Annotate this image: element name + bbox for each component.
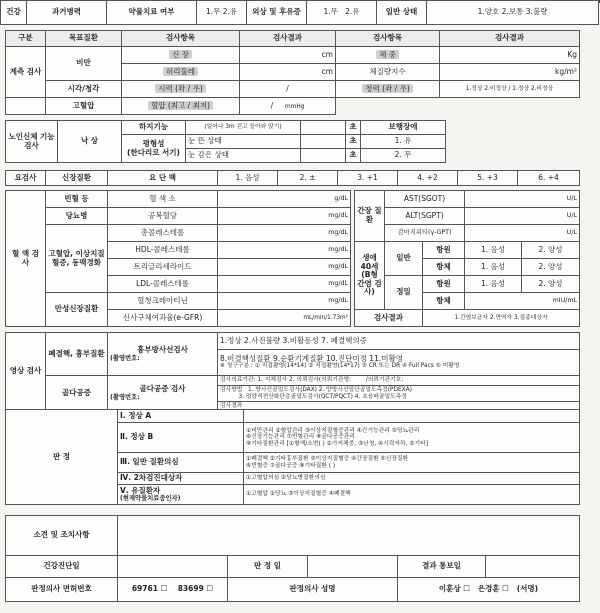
ast-field[interactable]: U/L <box>465 191 580 208</box>
blood-section: 혈 액 검 사 <box>6 191 46 327</box>
precise-antigen-label: 항원 <box>423 276 465 293</box>
bp-label: 혈압 (최고 / 최저) <box>148 101 213 110</box>
judge-date-label: 판 정 일 <box>228 556 308 578</box>
measurement-table <box>5 30 580 115</box>
creatinine-field[interactable]: mg/dL <box>218 293 351 310</box>
judge-date-field[interactable] <box>308 556 398 578</box>
creatinine-label: 혈청크레아티닌 <box>108 293 218 310</box>
fbs-label: 공복혈당 <box>108 208 218 225</box>
trauma-options[interactable]: 1.무 2.유 <box>307 1 377 25</box>
elderly-section: 노인신체 기능검사 <box>6 121 58 163</box>
doctor-name-options[interactable]: 이훈상 ☐ 은경훈 ☐ (서명) <box>398 578 580 602</box>
header-category: 구분 <box>6 31 46 47</box>
urine-table <box>5 170 580 186</box>
footer-table <box>5 515 580 602</box>
general-status-label: 일반 상태 <box>377 1 427 25</box>
disease-options[interactable]: ①폐결핵 ②기타흉부질환 ③이상지질혈증 ④간장질환 ⑤신장질환 ⑥빈혈증 ⑦골다공증 ⑧기타질환 ( ) <box>244 453 580 473</box>
egfr-field[interactable]: mL/min/1.73m² <box>218 310 351 327</box>
dyslipidemia-label: 고혈압, 이상지질혈증, 동맥경화 <box>46 225 108 293</box>
judgment-table <box>5 409 580 505</box>
hepatitis-label: 생애 40세 (B형 간염 검사) <box>355 242 385 310</box>
fbs-field[interactable]: mg/dL <box>218 208 351 225</box>
hdl-label: HDL-콜레스테롤 <box>108 242 218 259</box>
header-result-2: 검사결과 <box>440 31 580 47</box>
osteo-result[interactable]: 검사결과 <box>218 402 580 411</box>
trauma-label: 외상 및 후유증 <box>247 1 307 25</box>
hep-precise-label: 정밀 <box>385 276 423 310</box>
bmi-field[interactable]: kg/m² <box>440 64 580 81</box>
hdl-field[interactable]: mg/dL <box>218 242 351 259</box>
chest-xray-label: 흉부방사선검사 (촬영번호: <box>108 333 218 376</box>
osteo-test-label: 골다공증 검사 (촬영번호: <box>108 376 218 411</box>
doctor-name-label: 판정의사 성명 <box>228 578 398 602</box>
header-result: 검사결과 <box>240 31 336 47</box>
blood-left-table <box>5 190 351 327</box>
height-field[interactable]: cm <box>240 47 336 64</box>
exam-date-field[interactable] <box>118 556 228 578</box>
header-item: 검사항목 <box>122 31 240 47</box>
sec-unit-2: 초 <box>346 135 361 149</box>
balance-label: 평형성 (한다리로 서기) <box>122 135 186 163</box>
lower-limb-desc: (일어나 3m 걷고 들아와 앉기) <box>186 121 301 135</box>
general-antibody-pos[interactable]: 2. 양성 <box>522 259 580 276</box>
general-antibody-label: 항체 <box>423 259 465 276</box>
section-label: 건강 <box>1 1 27 25</box>
existing-disease[interactable]: Ⅴ. 유질환자 (현재약물치료중인자) <box>118 485 244 505</box>
liver-label: 간장 질환 <box>355 191 385 242</box>
kidney-disease-label: 신장질환 <box>46 171 108 186</box>
hypertension-label: 고혈압 <box>46 98 122 115</box>
hearing-label: 청력 (좌 / 우) <box>362 84 413 93</box>
precise-antibody-label: 항체 <box>423 293 465 310</box>
hemoglobin-field[interactable]: g/dL <box>218 191 351 208</box>
ldl-field[interactable]: mg/dL <box>218 276 351 293</box>
normal-b[interactable]: Ⅱ. 정상 B <box>118 423 244 453</box>
protein-opt-1[interactable]: 1. 음성 <box>218 171 278 186</box>
egfr-label: 신사구체여과율(e-GFR) <box>108 310 218 327</box>
header-item-2: 검사항목 <box>336 31 440 47</box>
protein-opt-5[interactable]: 5. +3 <box>458 171 518 186</box>
exam-date-label: 건강진단일 <box>6 556 118 578</box>
chest-options-2[interactable]: 8.비결핵성질환 9.순환기계질환 10.진단미정 11.미활영 ※ 청구구분 : ① 직접촬영(14*14) ② 직접촬영(14*17) ③ CR 또는 DR ④ Full Pacs ⑤ 미활영 <box>218 350 580 376</box>
secondary-exam[interactable]: Ⅳ. 2차검진대상자 <box>118 473 244 485</box>
eyes-closed-label: 눈 감은 상태 <box>186 149 301 163</box>
urine-protein-label: 요 단 백 <box>108 171 218 186</box>
hep-general-label: 일반 <box>385 242 423 276</box>
osteo-method-1[interactable]: 검사의료기관: 1. 지체검사 2. 의뢰검사(의뢰기관명: /의뢰기관기호: <box>218 376 580 386</box>
fall-label: 낙 상 <box>58 121 122 163</box>
bmi-label: 체질량지수 <box>336 64 440 81</box>
sec-unit: 초 <box>346 121 361 135</box>
eyes-closed-field[interactable] <box>301 149 346 163</box>
blood-right-table <box>354 190 580 327</box>
protein-opt-2[interactable]: 2. ± <box>278 171 338 186</box>
ast-label: AST(SGOT) <box>385 191 465 208</box>
gait-no[interactable]: 2. 무 <box>361 149 446 163</box>
gait-title: 보행장애 <box>361 121 446 135</box>
waist-field[interactable]: cm <box>240 64 336 81</box>
medication-label: 약물치료 여부 <box>107 1 197 25</box>
precise-antibody-field[interactable]: mIU/mL <box>465 293 580 310</box>
tb-label: 폐결핵, 흉부질환 <box>46 333 108 376</box>
eyes-open-field[interactable] <box>301 135 346 149</box>
bp-field[interactable]: / mmHg <box>240 98 336 115</box>
lower-limb-field[interactable] <box>301 121 346 135</box>
hearing-options[interactable]: 1.정상 2.비정상 / 1.정상 2.비정상 <box>440 81 580 98</box>
vision-label: 시력 (좌 / 우) <box>155 84 206 93</box>
tg-label: 트리글리세라이드 <box>108 259 218 276</box>
notice-date-field[interactable] <box>486 556 580 578</box>
ggt-field[interactable]: U/L <box>465 225 580 242</box>
doctor-license-label: 판정의사 면허번호 <box>6 578 118 602</box>
alt-field[interactable]: U/L <box>465 208 580 225</box>
total-chol-label: 총콜레스테롤 <box>108 225 218 242</box>
general-antigen-neg[interactable]: 1. 음성 <box>465 242 522 259</box>
anemia-label: 빈혈 등 <box>46 191 108 208</box>
osteoporosis-label: 골다공증 <box>46 376 108 411</box>
ldl-label: LDL-콜레스테롤 <box>108 276 218 293</box>
general-antigen-pos[interactable]: 2. 양성 <box>522 242 580 259</box>
gait-yes[interactable]: 1. 유 <box>361 135 446 149</box>
existing-options[interactable]: ①고혈압 ②당뇨 ③이상지질혈증 ④폐결핵 <box>244 485 580 505</box>
precise-antigen-neg[interactable]: 1. 음성 <box>465 276 522 293</box>
waist-label: 허리둘레 <box>163 67 198 76</box>
weight-label: 체 중 <box>376 50 399 59</box>
vision-field[interactable]: / <box>240 81 336 98</box>
sight-hearing-label: 시각/청각 <box>46 81 122 98</box>
osteo-method-2[interactable]: 검사방법 1. 방사선골밀도검사(DAX) 2. 양방사선밀단골밀도측정(PDEXA) 3. 정량적전산화단층골밀도검사(QCT/PQCT) 4. 초음파골밀도측정 <box>218 386 580 402</box>
opinion-label: 소견 및 조치사항 <box>6 516 118 556</box>
header-target-disease: 목표질환 <box>46 31 122 47</box>
protein-opt-6[interactable]: 6. +4 <box>518 171 580 186</box>
protein-opt-3[interactable]: 3. +1 <box>338 171 398 186</box>
obesity-label: 비만 <box>46 47 122 81</box>
normal-b-options[interactable]: ①비만관리 ②혈압관리 ③이상지질혈증관리 ④간기능관리 ⑤당뇨관리 ⑥신장기능관리 ⑦빈혈관리 ⑧골다공증관리 ⑨기타질환관리 [①혈액/소변( ) ②가지체중, ③난청, ④시력저하, ⑤기타] <box>244 423 580 453</box>
alt-label: ALT(SGPT) <box>385 208 465 225</box>
past-history-label: 과거병력 <box>27 1 107 25</box>
history-row <box>0 0 599 25</box>
medication-options[interactable]: 1.무 2.유 <box>197 1 247 25</box>
imaging-section: 영상 검사 <box>6 333 46 411</box>
general-status-options[interactable]: 1.양호 2.보통 3.불량 <box>427 1 599 25</box>
elderly-function-table <box>5 120 446 163</box>
disease-suspected[interactable]: Ⅲ. 일반 질환의심 <box>118 453 244 473</box>
protein-opt-4[interactable]: 4. +2 <box>398 171 458 186</box>
imaging-table <box>5 332 580 411</box>
general-antigen-label: 항원 <box>423 242 465 259</box>
hep-result-options[interactable]: 1.간염보균자 2.면역자 3.접종대상자 <box>423 310 580 327</box>
ckd-label: 만성신장질환 <box>46 293 108 327</box>
urine-section: 요검사 <box>6 171 46 186</box>
opinion-field[interactable] <box>118 516 580 556</box>
diabetes-label: 당뇨병 <box>46 208 108 225</box>
measurement-section: 계측 검사 <box>6 47 46 98</box>
license-options[interactable]: 69761 ☐ 83699 ☐ <box>118 578 228 602</box>
lower-limb-label: 하지기능 <box>122 121 186 135</box>
tg-field[interactable]: mg/dL <box>218 259 351 276</box>
hemoglobin-label: 혈 색 소 <box>108 191 218 208</box>
height-label: 신 장 <box>169 50 192 59</box>
hep-result-label: 검사결과 <box>355 310 423 327</box>
judgment-section: 판 정 <box>6 410 118 505</box>
precise-antigen-pos[interactable]: 2. 양성 <box>522 276 580 293</box>
secondary-options[interactable]: ①고혈압의심 ②당뇨병질환의심 <box>244 473 580 485</box>
ggt-label: 감마지피티(γ-GPT) <box>385 225 465 242</box>
normal-a[interactable]: Ⅰ. 정상 A <box>118 410 244 423</box>
total-chol-field[interactable]: mg/dL <box>218 225 351 242</box>
general-antibody-neg[interactable]: 1. 음성 <box>465 259 522 276</box>
chest-options-1[interactable]: 1.정상 2.사진불량 3.비활동성 7. 폐결핵의증 <box>218 333 580 350</box>
notice-date-label: 결과 통보일 <box>398 556 486 578</box>
sec-unit-3: 초 <box>346 149 361 163</box>
weight-field[interactable]: Kg <box>440 47 580 64</box>
eyes-open-label: 눈 뜬 상태 <box>186 135 301 149</box>
